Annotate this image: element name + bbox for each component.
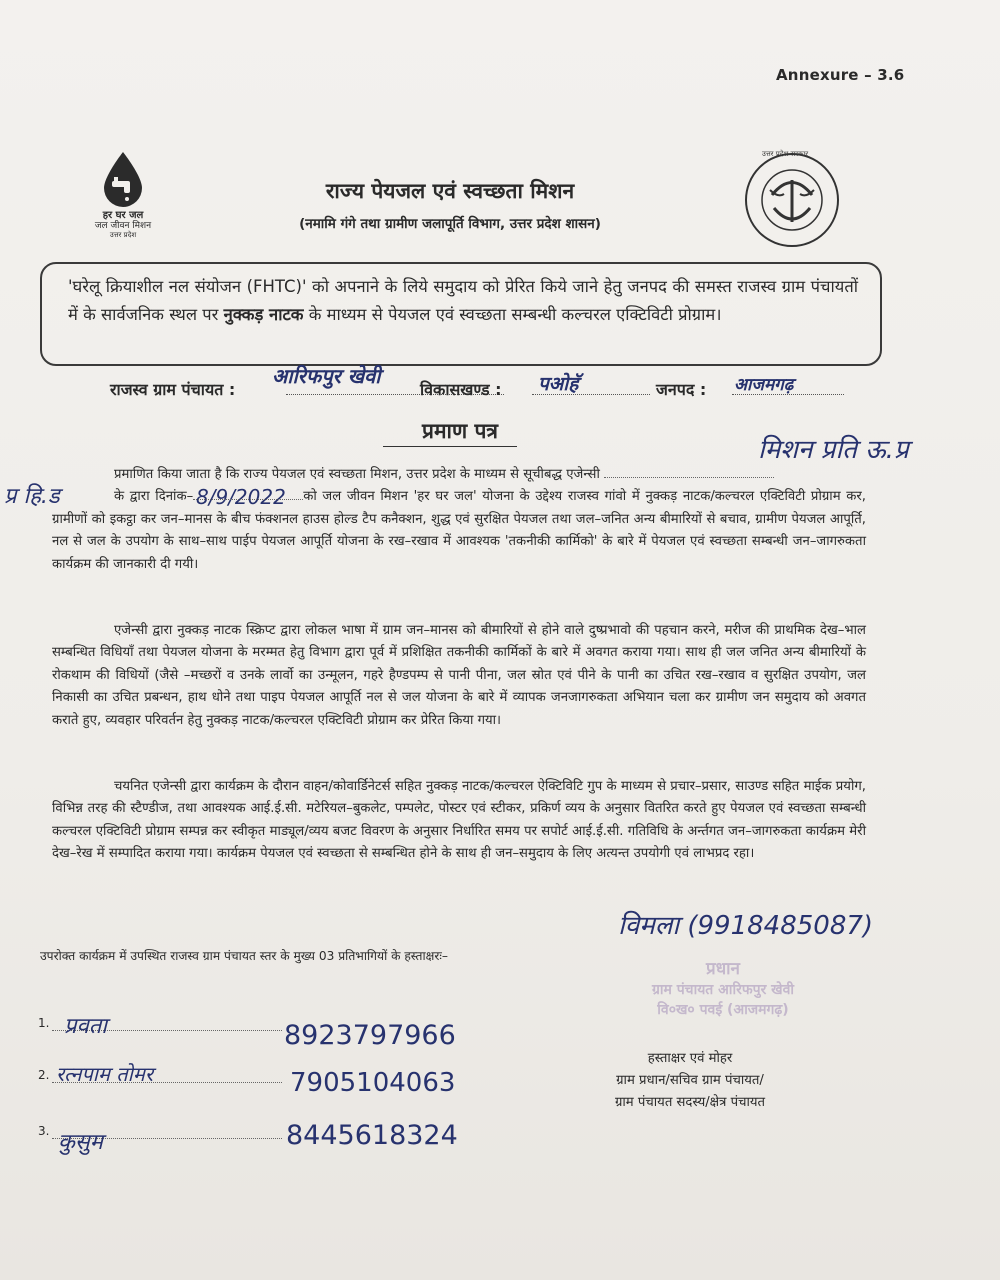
har-ghar-jal-logo [78,150,168,250]
box-text-a: 'घरेलू क्रियाशील नल संयोजन (FHTC)' को अपनाने के लिये समुदाय को प्रेरित किये जाने हेतु जनपद की समस्त राजस्व ग्राम पंचायतों में के सार्वजनिक स्थल पर [68,277,858,324]
mission-subtitle: (नमामि गंगे तथा ग्रामीण जलापूर्ति विभाग, उत्तर प्रदेश शासन) [299,216,601,232]
pradhan-signature-handwritten: विमला (9918485087) [618,911,874,941]
logo-line-1: हर घर जल [102,210,144,221]
water-drop-icon [100,150,146,210]
sig-line-3: ग्राम पंचायत सदस्य/क्षेत्र पंचायत [614,1095,766,1110]
participant-1-phone: 8923797966 [284,1020,456,1051]
participant-2-name: रत्नपाम तोमर [56,1062,153,1086]
annexure-label: Annexure – 3.6 [776,66,905,84]
participant-2-phone: 7905104063 [290,1068,456,1098]
para3-text: चयनित एजेन्सी द्वारा कार्यक्रम के दौरान वाहन/कोवार्डिनेटर्स सहित नुक्कड़ नाटक/कल्चरल ऐक्टिविटि गुप के माध्यम से प्रचार–प्रसार, साउण्ड सहित माईक प्रयोग, विभिन्न तरह की स्टैण्डीज, तथा आवश्यक आई.ई.सी. मटेरियल–बुकलेट, पम्पलेट, पोस्टर एवं स्टीकर, प्रकिर्ण व्यय के अनुसार वितरित करते हुए पेयजल एवं स्वच्छता सम्बन्धी कल्चरल एक्टिविटी प्रोग्राम सम्पन्न कर स्वीकृत माड्यूल/व्यय बजट विवरण के अनुसार निर्धारित समय पर सपोर्ट आई.ई.सी. गतिविधि के अर्न्तगत जन–जागरुकता कार्यक्रम मेरी देख–रेख में सम्पादित कराया गया। कार्यक्रम पेयजल एवं स्वच्छता से सम्बन्धित होने के साथ ही जन–समुदाय के लिए अत्यन्त उपयोगी एवं लाभप्रद रहा। [52,779,866,862]
agency-dotted-line [604,477,774,478]
box-text-b: के माध्यम से पेयजल एवं स्वच्छता सम्बन्धी कल्चरल एक्टिविटी प्रोग्राम। [303,305,722,324]
certificate-heading: प्रमाण पत्र [422,419,498,443]
paragraph-1 [52,464,866,576]
participant-3-name: कुसुम [58,1130,103,1155]
date-dotted-line [193,499,303,500]
sig-line-2: ग्राम प्रधान/सचिव ग्राम पंचायत/ [616,1073,764,1088]
stamp-line-3: वि०ख० पवई (आजमगढ़) [657,1002,789,1018]
agency-prefix-handwritten: प्र हि.ड [4,484,60,509]
para1-text-c: को जल जीवन मिशन 'हर घर जल' योजना के उद्देश्य राजस्व गांवो में नुक्कड़ नाटक/कल्चरल एक्टिविटी प्रोग्राम कर, ग्रामीणों को इकट्ठा कर जन–मानस के बीच फंक्शनल हाउस होल्ड टैप कनैक्शन, शुद्ध एवं सुरक्षित पेयजल तथा जल–जनित अन्य बीमारियों से बचाव, ग्रामीण पेयजल आपूर्ति, नल से जल के उपयोग के साथ–साथ पाईप पेयजल आपूर्ति योजना के रख–रखाव में आवश्यक 'तकनीकी कार्मिको' के बारे में पेयजल एवं स्वच्छता सम्बन्धी जन–जागरुकता कार्यक्रम की जानकारी दी गयी। [52,489,866,572]
participant-1-number: 1. [38,1016,50,1030]
logo-line-2: जल जीवन मिशन [94,221,152,231]
block-value: पओहॅ [538,373,579,395]
paragraph-2 [52,620,866,732]
date-handwritten: 8/9/2022 [196,485,286,509]
emblem-text: उत्तर प्रदेश सरकार [762,150,809,158]
box-text-bold: नुक्कड़ नाटक [223,305,304,324]
para1-text-b: के द्वारा दिनांक– [114,489,194,505]
signature-block [570,1048,810,1114]
mission-title: राज्य पेयजल एवं स्वच्छता मिशन [325,179,575,203]
pradhan-stamp [598,958,848,1032]
participant-3-phone: 8445618324 [286,1120,458,1151]
district-value: आजमगढ़ [734,375,794,395]
heading-underline [383,446,517,447]
sig-line-1: हस्ताक्षर एवं मोहर [647,1051,733,1066]
paragraph-3 [52,776,866,866]
panchayat-value: आरिफपुर खेवी [272,364,381,388]
panchayat-label: राजस्व ग्राम पंचायत : [110,380,236,399]
stamp-line-2: ग्राम पंचायत आरिफपुर खेवी [651,982,795,998]
up-government-emblem [742,150,842,250]
logo-line-3: उत्तर प्रदेश [109,231,137,239]
block-label: विकासखण्ड : [420,380,502,399]
para2-text: एजेन्सी द्वारा नुक्कड़ नाटक स्क्रिप्ट द्वारा लोकल भाषा में ग्राम जन–मानस को बीमारियों से होने वाले दुष्प्रभावो की पहचान करने, मरीज की प्राथमिक देख–भाल सम्बन्धित विधियाँ तथा पेयजल योजना के मरम्मत हेतु विभाग द्वारा पूर्व में प्रशिक्षित तकनीकी कार्मिकों के बारे में अवगत कराया गया। साथ ही जल जनित अन्य बीमारियों के रोकथाम की विधियों (जैसे –मच्छरों व उनके लार्वो का उन्मूलन, गहरे हैण्डपम्प से पानी पीना, जल स्रोत एवं पीने के पानी का उचित रख–रखाव व सुरक्षित उपयोग, जल निकासी का उचित प्रबन्धन, हाथ धोने तथा पाइप पेयजल आपूर्ति नल से जल योजना के बारे में व्यापक जनजागरुकता अभियान चला कर ग्रामीण जन समुदाय को अवगत कराते हुए, व्यवहार परिवर्तन हेतु नुक्कड़ नाटक/कल्चरल एक्टिविटी प्रोग्राम कर प्रेरित किया गया। [52,623,866,728]
stamp-line-1: प्रधान [706,959,740,979]
participant-3-number: 3. [38,1124,50,1138]
agency-name-handwritten: मिशन प्रति ऊ.प्र [758,435,909,465]
para1-text-a: प्रमाणित किया जाता है कि राज्य पेयजल एवं स्वच्छता मिशन, उत्तर प्रदेश के माध्यम से सूचीबद्ध एजेन्सी [114,467,600,482]
participants-label: उपरोक्त कार्यक्रम में उपस्थित राजस्व ग्राम पंचायत स्तर के मुख्य 03 प्रतिभागियों के हस्ताक्षरः– [40,949,448,963]
district-label: जनपद : [656,380,707,399]
program-description-box [40,262,882,366]
participant-1-name: प्रवता [64,1014,107,1039]
participant-2-number: 2. [38,1068,50,1082]
